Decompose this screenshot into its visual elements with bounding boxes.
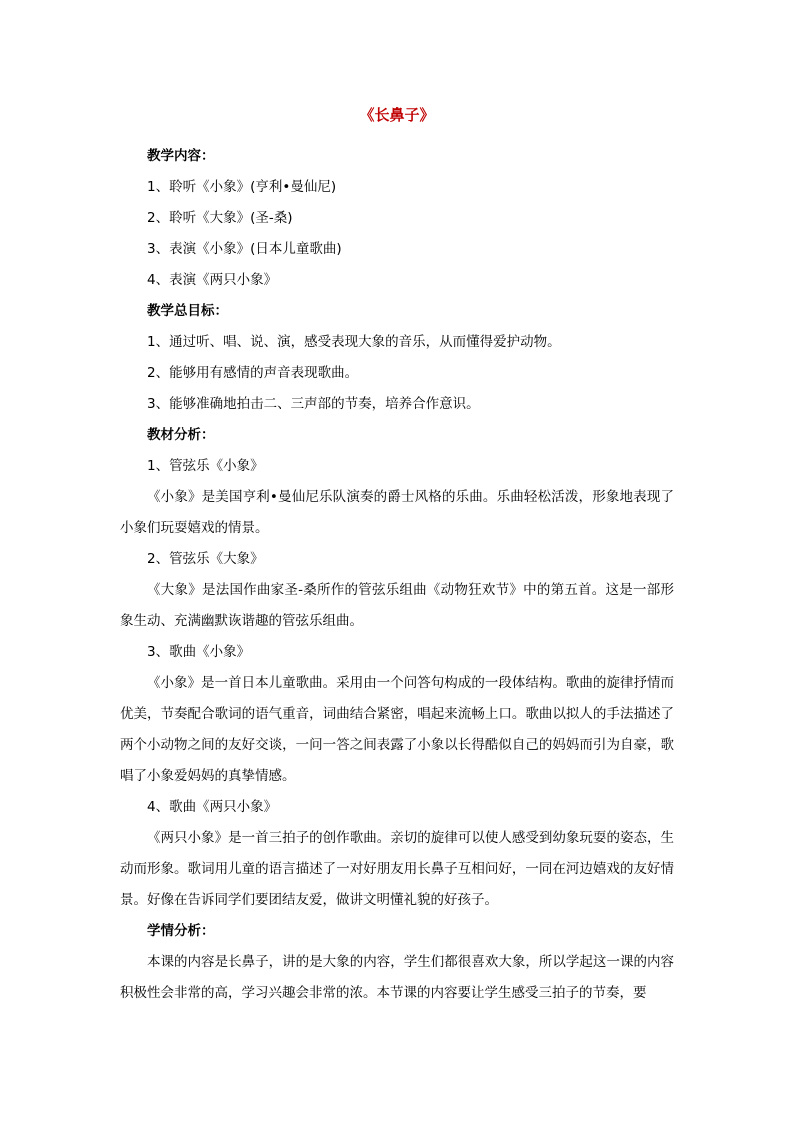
- document-title: 《长鼻子》: [359, 106, 435, 124]
- list-item: 4、歌曲《两只小象》: [147, 799, 278, 815]
- paragraph: 《小象》是美国亨利•曼仙尼乐队演奏的爵士风格的乐曲。乐曲轻松活泼，形象地表现了小象们玩耍嬉戏的情景。: [120, 489, 674, 536]
- list-item: 2、能够用有感情的声音表现歌曲。: [147, 365, 359, 381]
- section-heading: 教学内容：: [147, 148, 215, 164]
- paragraph: 本课的内容是长鼻子，讲的是大象的内容，学生们都很喜欢大象，所以学起这一课的内容积极性会非常的高，学习兴趣会非常的浓。本节课的内容要让学生感受三拍子的节奏，要: [120, 954, 674, 1001]
- list-item: 2、管弦乐《大象》: [147, 551, 264, 567]
- list-item: 1、聆听《小象》(亨利•曼仙尼): [147, 179, 337, 195]
- list-item: 2、聆听《大象》(圣-桑): [147, 210, 293, 226]
- list-item: 4、表演《两只小象》: [147, 272, 278, 288]
- paragraph: 《小象》是一首日本儿童歌曲。采用由一个问答句构成的一段体结构。歌曲的旋律抒情而优美，节奏配合歌词的语气重音，词曲结合紧密，唱起来流畅上口。歌曲以拟人的手法描述了两个小动物之间的友好交谈，一问一答之间表露了小象以长得酷似自己的妈妈而引为自豪，歌唱了小象爱妈妈的真挚情感。: [120, 675, 674, 784]
- paragraph: 《大象》是法国作曲家圣-桑所作的管弦乐组曲《动物狂欢节》中的第五首。这是一部形象生动、充满幽默诙谐趣的管弦乐组曲。: [120, 582, 674, 629]
- list-item: 1、管弦乐《小象》: [147, 458, 264, 474]
- section-heading: 教材分析：: [147, 427, 215, 443]
- list-item: 3、歌曲《小象》: [147, 644, 251, 660]
- list-item: 1、通过听、唱、说、演，感受表现大象的音乐，从而懂得爱护动物。: [147, 334, 561, 350]
- list-item: 3、能够准确地拍击二、三声部的节奏，培养合作意识。: [147, 396, 480, 412]
- section-heading: 学情分析：: [147, 923, 215, 939]
- section-heading: 教学总目标：: [147, 303, 228, 319]
- document-body: [120, 141, 674, 1009]
- list-item: 3、表演《小象》(日本儿童歌曲): [147, 241, 342, 257]
- paragraph: 《两只小象》是一首三拍子的创作歌曲。亲切的旋律可以使人感受到幼象玩耍的姿态，生动而形象。歌词用儿童的语言描述了一对好朋友用长鼻子互相问好，一同在河边嬉戏的友好情景。好像在告诉同学们要团结友爱，做讲文明懂礼貌的好孩子。: [120, 830, 674, 908]
